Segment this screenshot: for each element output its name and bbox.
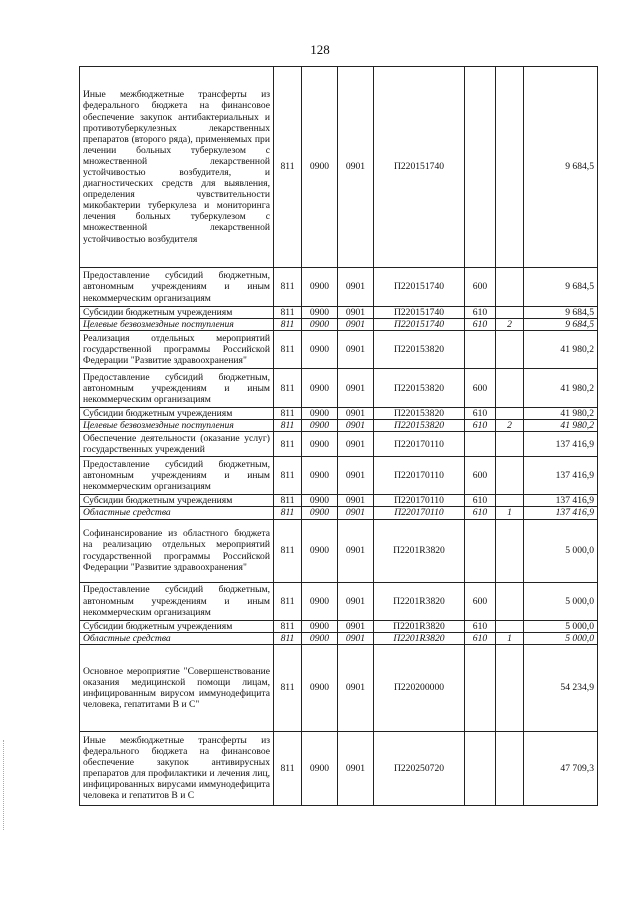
row-name: Предоставление субсидий бюджетным, автономным учреждениям и иным некоммерческим организациям xyxy=(80,582,274,620)
row-name: Предоставление субсидий бюджетным, автономным учреждениям и иным некоммерческим организациям xyxy=(80,369,274,408)
row-name: Субсидии бюджетным учреждениям xyxy=(80,408,274,420)
cell-subsection: 0901 xyxy=(338,731,374,805)
cell-expense-type xyxy=(465,519,496,582)
cell-source xyxy=(496,644,524,731)
cell-amount: 5 000,0 xyxy=(524,519,598,582)
cell-expense-type: 600 xyxy=(465,369,496,408)
cell-section: 0900 xyxy=(302,319,338,331)
cell-source xyxy=(496,369,524,408)
cell-source xyxy=(496,268,524,307)
table-row xyxy=(80,331,598,369)
cell-expense-type: 610 xyxy=(465,495,496,507)
row-name: Целевые безвозмездные поступления xyxy=(80,420,274,432)
cell-expense-type: 610 xyxy=(465,319,496,331)
cell-source xyxy=(496,307,524,319)
table-row xyxy=(80,507,598,519)
cell-subsection: 0901 xyxy=(338,432,374,457)
cell-target-article: П220151740 xyxy=(374,67,465,268)
cell-subsection: 0901 xyxy=(338,620,374,632)
cell-grbs: 811 xyxy=(274,369,302,408)
cell-subsection: 0901 xyxy=(338,632,374,644)
row-name: Субсидии бюджетным учреждениям xyxy=(80,495,274,507)
cell-amount: 137 416,9 xyxy=(524,432,598,457)
cell-expense-type xyxy=(465,731,496,805)
cell-amount: 41 980,2 xyxy=(524,408,598,420)
cell-subsection: 0901 xyxy=(338,331,374,369)
cell-expense-type: 610 xyxy=(465,420,496,432)
cell-source xyxy=(496,432,524,457)
cell-source xyxy=(496,331,524,369)
cell-section: 0900 xyxy=(302,507,338,519)
cell-expense-type: 610 xyxy=(465,307,496,319)
cell-subsection: 0901 xyxy=(338,369,374,408)
row-name: Иные межбюджетные трансферты из федерального бюджета на финансовое обеспечение закупок антивирусных препаратов для профилактики и лечения лиц, инфицированных вирусами иммунодефицита человека и гепатитов В и С xyxy=(80,731,274,805)
cell-subsection: 0901 xyxy=(338,495,374,507)
cell-grbs: 811 xyxy=(274,420,302,432)
cell-amount: 41 980,2 xyxy=(524,331,598,369)
row-name: Иные межбюджетные трансферты из федерального бюджета на финансовое обеспечение закупок антибактериальных и противотуберкулезных лекарственных препаратов (второго ряда), применяемых при лечении больных туберкулезом с множественной лекарственной устойчивостью возбудителя, и диагностических средств для выявления, определения чувствительности микобактерии туберкулеза и мониторинга лечения больных туберкулезом с множественной лекарственной устойчивостью возбудителя xyxy=(80,67,274,268)
cell-grbs: 811 xyxy=(274,644,302,731)
cell-grbs: 811 xyxy=(274,319,302,331)
table-row xyxy=(80,644,598,731)
cell-section: 0900 xyxy=(302,632,338,644)
cell-grbs: 811 xyxy=(274,620,302,632)
table-row xyxy=(80,369,598,408)
cell-expense-type: 610 xyxy=(465,620,496,632)
cell-source xyxy=(496,582,524,620)
cell-grbs: 811 xyxy=(274,67,302,268)
cell-section: 0900 xyxy=(302,731,338,805)
cell-expense-type xyxy=(465,432,496,457)
cell-target-article: П220153820 xyxy=(374,420,465,432)
table-row xyxy=(80,408,598,420)
cell-subsection: 0901 xyxy=(338,644,374,731)
cell-target-article: П220153820 xyxy=(374,369,465,408)
cell-target-article: П220170110 xyxy=(374,507,465,519)
cell-source xyxy=(496,731,524,805)
cell-amount: 5 000,0 xyxy=(524,632,598,644)
cell-source xyxy=(496,67,524,268)
table-row xyxy=(80,432,598,457)
cell-target-article: П2201R3820 xyxy=(374,582,465,620)
cell-section: 0900 xyxy=(302,457,338,495)
cell-section: 0900 xyxy=(302,495,338,507)
cell-section: 0900 xyxy=(302,432,338,457)
cell-section: 0900 xyxy=(302,519,338,582)
cell-subsection: 0901 xyxy=(338,408,374,420)
cell-section: 0900 xyxy=(302,582,338,620)
cell-grbs: 811 xyxy=(274,519,302,582)
cell-target-article: П220153820 xyxy=(374,408,465,420)
table-row xyxy=(80,620,598,632)
row-name: Основное мероприятие "Совершенствование оказания медицинской помощи лицам, инфицированным вирусом иммунодефицита человека, гепатитами В и С" xyxy=(80,644,274,731)
cell-subsection: 0901 xyxy=(338,519,374,582)
row-name: Предоставление субсидий бюджетным, автономным учреждениям и иным некоммерческим организациям xyxy=(80,457,274,495)
cell-source: 2 xyxy=(496,420,524,432)
cell-expense-type: 600 xyxy=(465,582,496,620)
cell-amount: 41 980,2 xyxy=(524,420,598,432)
row-name: Целевые безвозмездные поступления xyxy=(80,319,274,331)
table-row xyxy=(80,731,598,805)
row-name: Софинансирование из областного бюджета на реализацию отдельных мероприятий государственной программы Российской Федерации "Развитие здравоохранения" xyxy=(80,519,274,582)
cell-source: 2 xyxy=(496,319,524,331)
binding-mark xyxy=(3,740,6,830)
cell-grbs: 811 xyxy=(274,495,302,507)
cell-source xyxy=(496,457,524,495)
cell-grbs: 811 xyxy=(274,632,302,644)
cell-amount: 137 416,9 xyxy=(524,495,598,507)
page-number: 128 xyxy=(310,42,330,57)
cell-subsection: 0901 xyxy=(338,319,374,331)
row-name: Областные средства xyxy=(80,507,274,519)
cell-source: 1 xyxy=(496,632,524,644)
cell-amount: 5 000,0 xyxy=(524,582,598,620)
cell-target-article: П220151740 xyxy=(374,307,465,319)
cell-amount: 9 684,5 xyxy=(524,319,598,331)
cell-amount: 5 000,0 xyxy=(524,620,598,632)
cell-subsection: 0901 xyxy=(338,67,374,268)
cell-subsection: 0901 xyxy=(338,268,374,307)
cell-grbs: 811 xyxy=(274,268,302,307)
cell-subsection: 0901 xyxy=(338,457,374,495)
cell-source xyxy=(496,519,524,582)
cell-amount: 54 234,9 xyxy=(524,644,598,731)
table-row xyxy=(80,420,598,432)
cell-section: 0900 xyxy=(302,331,338,369)
cell-section: 0900 xyxy=(302,268,338,307)
cell-section: 0900 xyxy=(302,644,338,731)
cell-section: 0900 xyxy=(302,420,338,432)
cell-amount: 41 980,2 xyxy=(524,369,598,408)
cell-expense-type: 600 xyxy=(465,268,496,307)
table-row xyxy=(80,319,598,331)
row-name: Реализация отдельных мероприятий государственной программы Российской Федерации "Развитие здравоохранения" xyxy=(80,331,274,369)
row-name: Обеспечение деятельности (оказание услуг) государственных учреждений xyxy=(80,432,274,457)
cell-amount: 137 416,9 xyxy=(524,507,598,519)
cell-target-article: П2201R3820 xyxy=(374,620,465,632)
cell-grbs: 811 xyxy=(274,731,302,805)
table-row xyxy=(80,632,598,644)
cell-target-article: П2201R3820 xyxy=(374,519,465,582)
row-name: Предоставление субсидий бюджетным, автономным учреждениям и иным некоммерческим организациям xyxy=(80,268,274,307)
cell-subsection: 0901 xyxy=(338,507,374,519)
cell-amount: 47 709,3 xyxy=(524,731,598,805)
cell-subsection: 0901 xyxy=(338,582,374,620)
budget-table xyxy=(79,66,598,806)
cell-grbs: 811 xyxy=(274,507,302,519)
cell-target-article: П220250720 xyxy=(374,731,465,805)
table-row xyxy=(80,268,598,307)
cell-expense-type: 610 xyxy=(465,507,496,519)
cell-source xyxy=(496,620,524,632)
cell-amount: 9 684,5 xyxy=(524,307,598,319)
cell-source xyxy=(496,408,524,420)
cell-expense-type xyxy=(465,331,496,369)
table-row xyxy=(80,495,598,507)
row-name: Субсидии бюджетным учреждениям xyxy=(80,620,274,632)
cell-grbs: 811 xyxy=(274,307,302,319)
cell-section: 0900 xyxy=(302,408,338,420)
cell-source: 1 xyxy=(496,507,524,519)
cell-grbs: 811 xyxy=(274,331,302,369)
cell-target-article: П220170110 xyxy=(374,432,465,457)
cell-target-article: П220151740 xyxy=(374,319,465,331)
cell-section: 0900 xyxy=(302,67,338,268)
cell-grbs: 811 xyxy=(274,432,302,457)
cell-amount: 9 684,5 xyxy=(524,268,598,307)
cell-expense-type: 600 xyxy=(465,457,496,495)
cell-amount: 9 684,5 xyxy=(524,67,598,268)
cell-grbs: 811 xyxy=(274,457,302,495)
table-row xyxy=(80,457,598,495)
cell-target-article: П220170110 xyxy=(374,457,465,495)
cell-target-article: П2201R3820 xyxy=(374,632,465,644)
cell-source xyxy=(496,495,524,507)
table-row xyxy=(80,67,598,268)
table-row xyxy=(80,582,598,620)
cell-section: 0900 xyxy=(302,620,338,632)
cell-target-article: П220153820 xyxy=(374,331,465,369)
cell-expense-type: 610 xyxy=(465,408,496,420)
cell-grbs: 811 xyxy=(274,582,302,620)
row-name: Субсидии бюджетным учреждениям xyxy=(80,307,274,319)
table-row xyxy=(80,519,598,582)
cell-subsection: 0901 xyxy=(338,307,374,319)
cell-section: 0900 xyxy=(302,369,338,408)
cell-target-article: П220151740 xyxy=(374,268,465,307)
cell-amount: 137 416,9 xyxy=(524,457,598,495)
cell-grbs: 811 xyxy=(274,408,302,420)
cell-target-article: П220200000 xyxy=(374,644,465,731)
row-name: Областные средства xyxy=(80,632,274,644)
cell-subsection: 0901 xyxy=(338,420,374,432)
cell-expense-type xyxy=(465,644,496,731)
cell-target-article: П220170110 xyxy=(374,495,465,507)
cell-expense-type xyxy=(465,67,496,268)
cell-expense-type: 610 xyxy=(465,632,496,644)
table-row xyxy=(80,307,598,319)
cell-section: 0900 xyxy=(302,307,338,319)
